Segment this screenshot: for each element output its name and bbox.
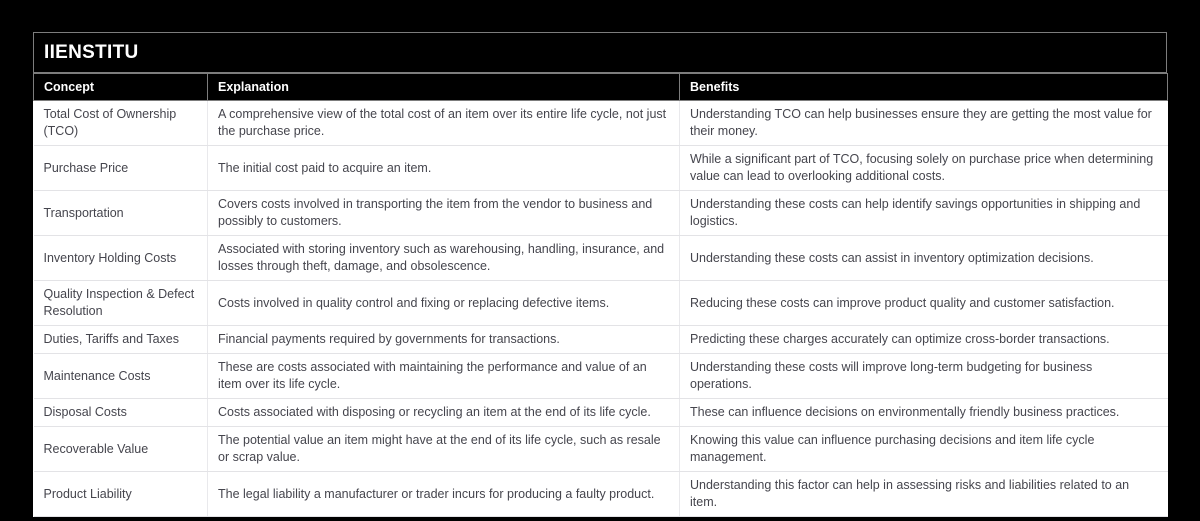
cell-benefits: Reducing these costs can improve product quality and customer satisfaction.	[680, 281, 1168, 326]
cell-explanation: Associated with storing inventory such as warehousing, handling, insurance, and losses through theft, damage, and obsolescence.	[208, 236, 680, 281]
table-header-row	[34, 74, 1168, 101]
cell-explanation: The legal liability a manufacturer or trader incurs for producing a faulty product.	[208, 472, 680, 517]
table-row	[34, 281, 1168, 326]
column-header-explanation: Explanation	[208, 74, 680, 101]
cell-concept: Total Cost of Ownership (TCO)	[34, 101, 208, 146]
cell-explanation: Costs associated with disposing or recycling an item at the end of its life cycle.	[208, 399, 680, 427]
column-header-benefits: Benefits	[680, 74, 1168, 101]
column-header-concept: Concept	[34, 74, 208, 101]
table-row	[34, 101, 1168, 146]
table-header	[34, 74, 1168, 101]
table-row	[34, 472, 1168, 517]
cell-concept: Purchase Price	[34, 146, 208, 191]
cell-concept: Maintenance Costs	[34, 354, 208, 399]
cell-explanation: These are costs associated with maintaining the performance and value of an item over its life cycle.	[208, 354, 680, 399]
table-row	[34, 236, 1168, 281]
cell-explanation: Costs involved in quality control and fixing or replacing defective items.	[208, 281, 680, 326]
cell-explanation: The initial cost paid to acquire an item.	[208, 146, 680, 191]
cell-benefits: While a significant part of TCO, focusing solely on purchase price when determining value can lead to overlooking additional costs.	[680, 146, 1168, 191]
cell-benefits: Understanding this factor can help in assessing risks and liabilities related to an item.	[680, 472, 1168, 517]
cell-concept: Disposal Costs	[34, 399, 208, 427]
table-row	[34, 427, 1168, 472]
table-body	[34, 101, 1168, 517]
table-row	[34, 399, 1168, 427]
brand-header	[33, 32, 1167, 73]
cell-explanation: Covers costs involved in transporting the item from the vendor to business and possibly to customers.	[208, 191, 680, 236]
table-row	[34, 146, 1168, 191]
cell-explanation: A comprehensive view of the total cost of an item over its entire life cycle, not just the purchase price.	[208, 101, 680, 146]
cell-concept: Recoverable Value	[34, 427, 208, 472]
cell-benefits: Understanding TCO can help businesses ensure they are getting the most value for their money.	[680, 101, 1168, 146]
cell-concept: Product Liability	[34, 472, 208, 517]
brand-title: IIENSTITU	[44, 42, 139, 63]
cell-benefits: Understanding these costs will improve long-term budgeting for business operations.	[680, 354, 1168, 399]
cell-benefits: Knowing this value can influence purchasing decisions and item life cycle management.	[680, 427, 1168, 472]
table-row	[34, 354, 1168, 399]
cell-explanation: Financial payments required by governments for transactions.	[208, 326, 680, 354]
content-card	[33, 32, 1167, 517]
table-row	[34, 326, 1168, 354]
cell-benefits: Understanding these costs can help identify savings opportunities in shipping and logistics.	[680, 191, 1168, 236]
concept-table	[33, 73, 1168, 517]
cell-explanation: The potential value an item might have at the end of its life cycle, such as resale or scrap value.	[208, 427, 680, 472]
cell-concept: Inventory Holding Costs	[34, 236, 208, 281]
cell-benefits: Understanding these costs can assist in inventory optimization decisions.	[680, 236, 1168, 281]
cell-concept: Quality Inspection & Defect Resolution	[34, 281, 208, 326]
cell-benefits: These can influence decisions on environmentally friendly business practices.	[680, 399, 1168, 427]
cell-concept: Duties, Tariffs and Taxes	[34, 326, 208, 354]
table-row	[34, 191, 1168, 236]
cell-benefits: Predicting these charges accurately can optimize cross-border transactions.	[680, 326, 1168, 354]
cell-concept: Transportation	[34, 191, 208, 236]
